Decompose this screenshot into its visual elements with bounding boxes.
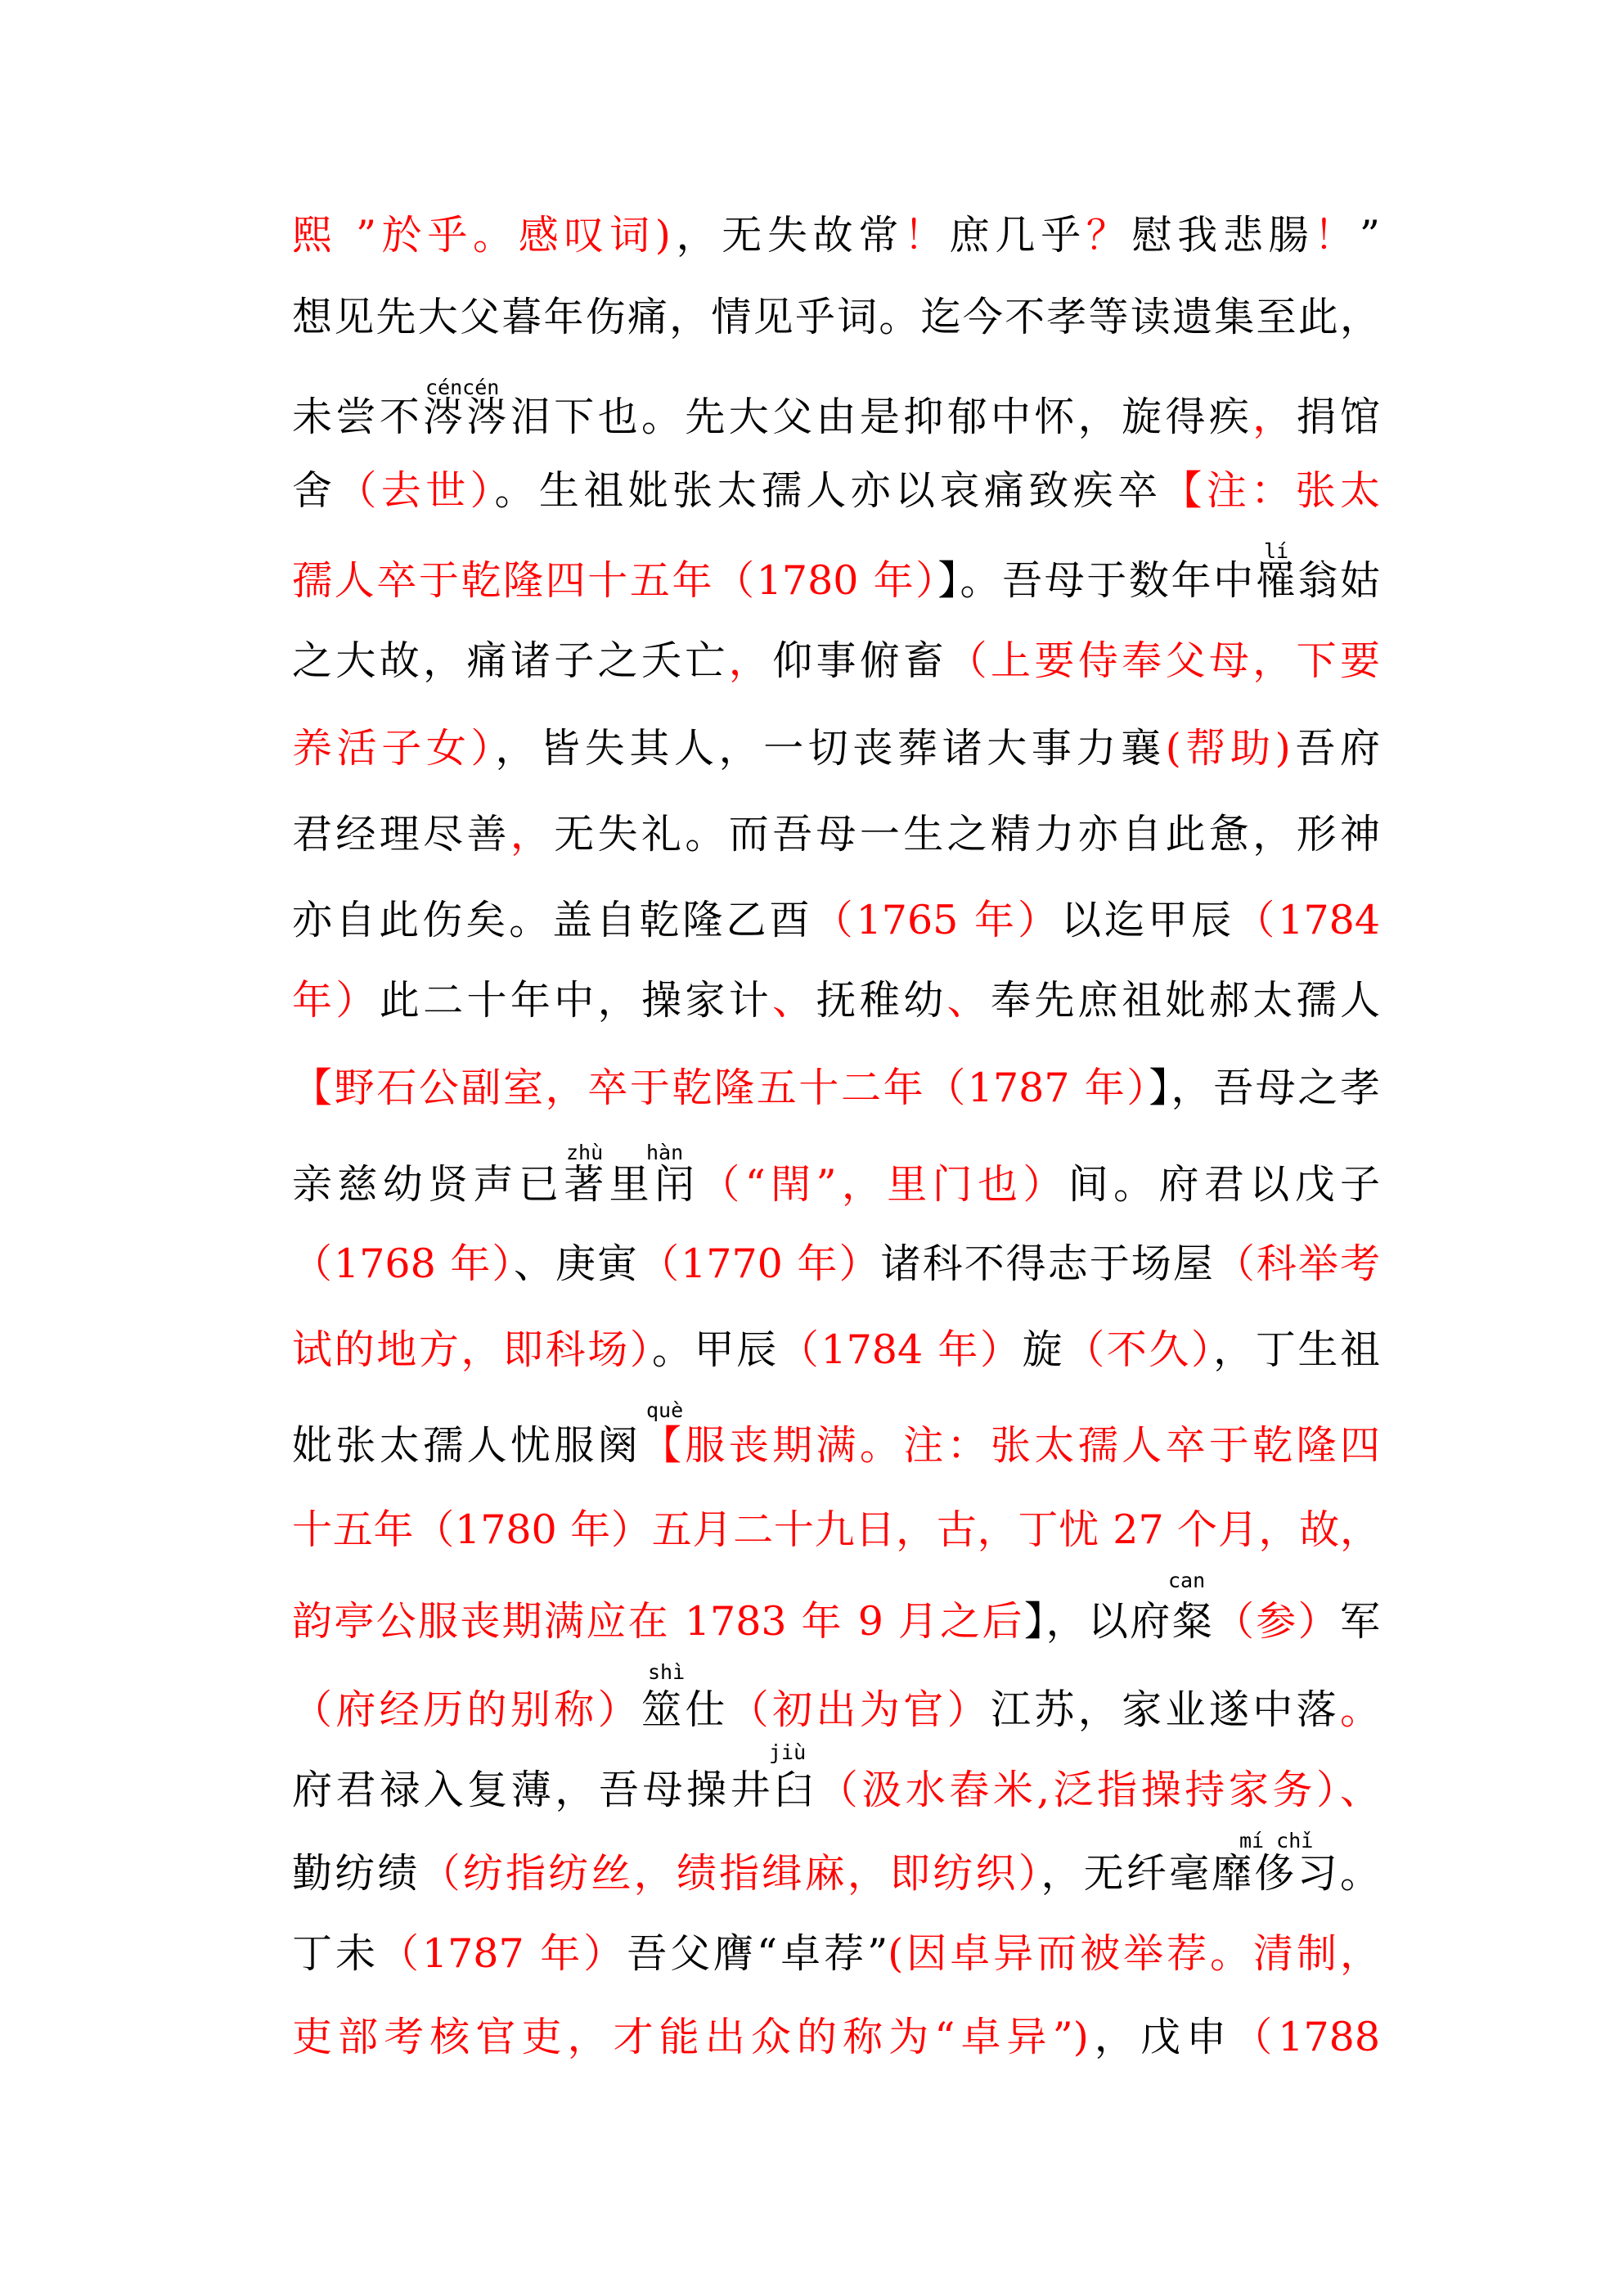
pinyin-annotation: què <box>646 1398 684 1422</box>
body-text: 筮仕 <box>641 1686 729 1733</box>
text-line <box>292 724 1380 773</box>
annotation-text: 孺人卒于乾隆四十五年（1780 年） <box>292 557 938 604</box>
body-text: 诸科不得志于场屋 <box>880 1240 1215 1287</box>
body-text: 旋 <box>1022 1326 1065 1373</box>
body-text: 勤纺绩 <box>292 1850 420 1897</box>
body-text: ” <box>1359 212 1380 259</box>
annotation-text: 【注：张太 <box>1162 467 1380 514</box>
pinyin-annotation: jiù <box>769 1740 807 1764</box>
annotation-text: （1787 年） <box>378 1930 627 1977</box>
annotation-text: 韵亭公服丧期满应在 1783 年 9 月之后 <box>292 1598 1024 1645</box>
body-text: 仰事俯畜 <box>772 637 947 684</box>
body-text: 无失礼。而吾母一生之精力亦自此惫，形神 <box>554 811 1380 858</box>
text-line <box>292 466 1380 515</box>
body-text: 吾父膺“卓荐” <box>627 1930 888 1977</box>
annotation-text: 年） <box>292 977 380 1024</box>
body-text: 此二十年中，操家计 <box>379 977 773 1024</box>
annotation-text: （1770 年） <box>639 1240 881 1287</box>
annotation-text: （汲水舂米,泛指操持家务）、 <box>817 1767 1380 1813</box>
body-text: 亦自此伤矣。盖自乾隆乙酉 <box>292 897 813 943</box>
annotation-text: 【野石公副室，卒于乾隆五十二年（1787 年） <box>292 1065 1149 1111</box>
annotation-text: ， <box>728 637 773 684</box>
text-line <box>292 1849 1380 1898</box>
text-line <box>292 293 1380 342</box>
annotation-text: 熙 ”於乎。感叹词) <box>292 212 671 259</box>
annotation-text: （参） <box>1213 1598 1340 1645</box>
annotation-text: （科举考 <box>1214 1240 1380 1287</box>
annotation-text: （上要侍奉父母，下要 <box>946 637 1380 684</box>
annotation-text: (帮助) <box>1165 725 1291 772</box>
annotation-text: ， <box>510 811 555 858</box>
annotation-text: 【服丧期满。注：张太孺人卒于乾隆四 <box>641 1422 1380 1469</box>
body-text: 奉先庶祖妣郝太孺人 <box>990 977 1380 1024</box>
text-line <box>292 2013 1380 2062</box>
annotation-text: （府经历的别称） <box>292 1686 641 1733</box>
annotation-text: 养活子女） <box>292 725 496 772</box>
body-text: 】。吾母于数年中罹翁姑 <box>937 557 1380 604</box>
text-line <box>292 1240 1380 1289</box>
text-line <box>292 1597 1380 1646</box>
text-line <box>292 211 1380 260</box>
annotation-text: （1765 年） <box>812 897 1062 943</box>
text-line <box>292 1506 1380 1555</box>
body-text: 舍 <box>292 467 337 514</box>
annotation-text: （初出为官） <box>728 1686 991 1733</box>
annotation-text: （去世） <box>336 467 495 514</box>
pinyin-annotation: shì <box>648 1660 686 1684</box>
body-text: ，丁生祖 <box>1213 1326 1380 1373</box>
body-text: ，无纤毫靡侈习。 <box>1041 1850 1380 1897</box>
text-line <box>292 1766 1380 1815</box>
body-text: 军 <box>1339 1598 1380 1645</box>
text-line <box>292 1421 1380 1470</box>
body-text: 吾府 <box>1290 725 1380 772</box>
annotation-text: 吏部考核官吏，才能出众的称为“卓异”) <box>292 2014 1089 2060</box>
text-line <box>292 1929 1380 1979</box>
text-line <box>292 1064 1380 1113</box>
body-text: 庶几乎 <box>949 212 1086 259</box>
annotation-text: ！ <box>904 212 950 259</box>
body-text: 。甲辰 <box>652 1326 779 1373</box>
body-text: 以迄甲辰 <box>1061 897 1235 943</box>
body-text: 亲慈幼贤声已著里闬 <box>292 1161 700 1208</box>
body-text: 】，吾母之孝 <box>1149 1065 1380 1111</box>
annotation-text: 十五年（1780 年）五月二十九日，古，丁忧 27 个月，故， <box>292 1506 1380 1553</box>
body-text: 妣张太孺人忧服阕 <box>292 1422 641 1469</box>
annotation-text: (因卓异而被举荐。清制， <box>888 1930 1380 1977</box>
annotation-text: （1784 年） <box>778 1326 1023 1373</box>
pinyin-annotation: lí <box>1264 539 1289 563</box>
annotation-text: （“閈”，里门也） <box>699 1161 1068 1208</box>
annotation-text: ？ <box>1086 212 1132 259</box>
annotation-text: （1768 年） <box>292 1240 514 1287</box>
body-text: ，戊申 <box>1088 2014 1233 2060</box>
text-line <box>292 1160 1380 1209</box>
body-text: 慰我悲腸 <box>1131 212 1315 259</box>
annotation-text: ， <box>1252 394 1297 440</box>
annotation-text: （1788 <box>1232 2014 1380 2060</box>
annotation-text: 、 <box>772 977 816 1024</box>
body-text: 捐馆 <box>1296 394 1380 440</box>
text-line <box>292 810 1380 859</box>
body-text: 想见先大父暮年伤痛，情见乎词。迄今不孝等读遗集至此， <box>292 294 1380 340</box>
body-text: 江苏，家业遂中落 <box>990 1686 1340 1733</box>
annotation-text: 试的地方，即科场） <box>292 1326 652 1373</box>
annotation-text: （1784 <box>1234 897 1380 943</box>
annotation-text: （纺指纺丝，绩指缉麻，即纺织） <box>420 1850 1041 1897</box>
pinyin-annotation: céncén <box>425 376 500 399</box>
body-text: 、庚寅 <box>513 1240 640 1287</box>
pinyin-annotation: zhù <box>566 1141 604 1164</box>
body-text: ，皆失其人，一切丧葬诸大事力襄 <box>495 725 1166 772</box>
annotation-text: 、 <box>946 977 991 1024</box>
body-text: 丁未 <box>292 1930 379 1977</box>
body-text: 间。府君以戊子 <box>1068 1161 1380 1208</box>
body-text: 府君禄入复薄，吾母操井臼 <box>292 1767 818 1813</box>
pinyin-annotation: can <box>1168 1569 1206 1592</box>
body-text: 君经理尽善 <box>292 811 510 858</box>
annotation-text: 。 <box>1339 1686 1380 1733</box>
body-text: 之大故，痛诸子之夭亡 <box>292 637 729 684</box>
body-text: 。生祖妣张太孺人亦以哀痛致疾卒 <box>494 467 1162 514</box>
text-line <box>292 1686 1380 1735</box>
body-text: ，无失故常 <box>670 212 905 259</box>
body-text: 抚稚幼 <box>816 977 947 1024</box>
text-line <box>292 556 1380 606</box>
text-line <box>292 1326 1380 1375</box>
pinyin-annotation: hàn <box>646 1141 684 1164</box>
annotation-text: ！ <box>1314 212 1360 259</box>
body-text: 】，以府粲 <box>1023 1598 1214 1645</box>
text-line <box>292 637 1380 686</box>
annotation-text: （不久） <box>1064 1326 1214 1373</box>
pinyin-annotation: mí chǐ <box>1239 1829 1314 1853</box>
text-line <box>292 393 1380 442</box>
text-line <box>292 896 1380 945</box>
body-text: 未尝不涔涔泪下也。先大父由是抑郁中怀，旋得疾 <box>292 394 1253 440</box>
text-line <box>292 976 1380 1025</box>
